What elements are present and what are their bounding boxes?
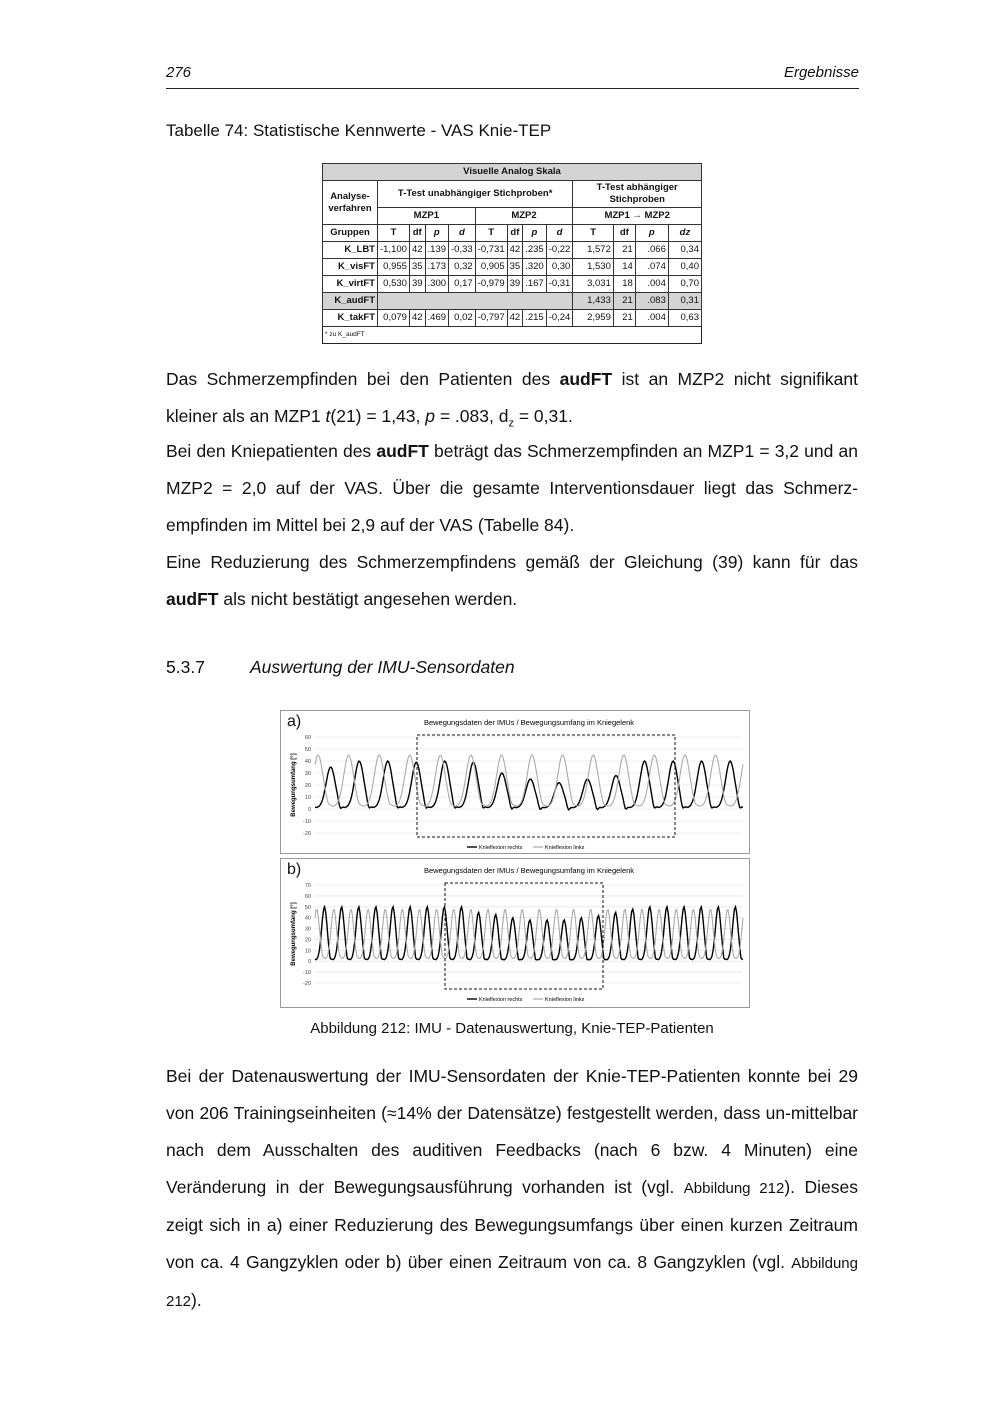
legend-label-right: Knieflexion rechts [479,845,523,851]
table-cell: 0,63 [668,310,701,327]
table-cell: 0,02 [449,310,476,327]
table-cell: -0,31 [546,276,573,293]
row-label: K_virtFT [323,276,378,293]
table-footnote: * zu K_audFT [325,331,365,338]
table-cell: .320 [523,259,547,276]
section-title: Auswertung der IMU-Sensordaten [250,657,515,677]
table-cell: 35 [507,259,523,276]
y-tick-label: 30 [304,771,311,777]
table-cell: .215 [523,310,547,327]
table-cell: 21 [613,310,635,327]
y-tick-label: 60 [304,893,311,900]
column-header: df [613,225,635,242]
mzp1-mzp2-header: MZP1 → MZP2 [573,208,702,225]
table-row [323,259,702,276]
page-header [166,60,859,89]
table-cell: 0,31 [668,293,701,310]
table-cell: 14 [613,259,635,276]
table-cell: .235 [523,242,547,259]
analysis-method-header: Analyse-verfahren [323,181,378,225]
y-tick-label: 0 [307,807,311,813]
table-cell: -1,100 [378,242,410,259]
table-cell: -0,22 [546,242,573,259]
table-cell: .139 [425,242,449,259]
table-cell: 39 [507,276,523,293]
y-tick-label: 40 [304,915,311,922]
table-cell: .469 [425,310,449,327]
highlight-box [445,883,603,989]
panel-label-b: b) [287,861,302,878]
table-cell: .074 [635,259,668,276]
table-cell: .004 [635,310,668,327]
table-cell: -0,33 [449,242,476,259]
legend-label-left: Knieflexion links [545,845,585,851]
chart-title: Bewegungsdaten der IMUs / Bewegungsumfang im Kniegelenk [423,866,635,875]
table-cell: 0,34 [668,242,701,259]
table-cell: .173 [425,259,449,276]
table-cell: .300 [425,276,449,293]
table-cell: 21 [613,242,635,259]
y-tick-label: 40 [304,759,311,765]
mzp2-header: MZP2 [475,208,573,225]
table-cell: 2,959 [573,310,614,327]
paragraph-4: Bei der Datenauswertung der IMU-Sensordaten der Knie-TEP-Patienten konnte bei 29 von 206 Trainingseinheiten (≈14% der Datensätze) festgestellt werden, dass un-mittelbar nach dem Ausschalten des auditiven Feedbacks (nach 6 bzw. 4 Minuten) eine Veränderung in der Bewegungsausführung vorhanden ist (vgl. Abbildung 212). Dieses zeigt sich in a) einer Reduzierung des Bewegungsumfangs über einen kurzen Zeitraum von ca. 4 Gangzyklen oder b) über einen Zeitraum von ca. 8 Gangzyklen (vgl. Abbildung 212). [166,1066,859,1310]
chart-b [281,859,749,1007]
column-header: df [409,225,425,242]
column-header: df [507,225,523,242]
y-tick-label: 10 [304,948,311,955]
table-cell: 1,572 [573,242,614,259]
table-cell: -0,24 [546,310,573,327]
panel-label-a: a) [287,713,302,730]
table-cell: .083 [635,293,668,310]
table-cell: .066 [635,242,668,259]
section-heading [166,657,515,678]
table-cell: 0,530 [378,276,410,293]
table-cell: 1,433 [573,293,614,310]
table-cell: 0,40 [668,259,701,276]
table-cell: -0,731 [475,242,507,259]
paragraph-2: Bei den Kniepatienten des audFT beträgt das Schmerzempfinden an MZP1 = 3,2 und an MZP2 = 2,0 auf der VAS. Über die gesamte Interventionsdauer liegt das Schmerz-empfinden im Mittel bei 2,9 auf der VAS (Tabelle 84). [166,441,858,535]
unpaired-ttest-header: T-Test unabhängiger Stichproben* [378,181,573,208]
y-tick-label: 20 [304,937,311,944]
table-title: Visuelle Analog Skala [323,164,702,181]
paragraph-1: Das Schmerzempfinden bei den Patienten des audFT ist an MZP2 nicht signifikant kleiner als an MZP1 t(21) = 1,43, p = .083, $d_z = 0,31$. [166,369,859,430]
table-cell: 35 [409,259,425,276]
column-header: T [378,225,410,242]
legend-label-right: Knieflexion rechts [479,997,523,1003]
y-tick-label: 0 [307,959,311,966]
y-axis-label: Bewegungsumfang [°] [291,753,297,817]
table-cell: -0,797 [475,310,507,327]
mzp1-header: MZP1 [378,208,476,225]
table-cell: .167 [523,276,547,293]
y-tick-label: -10 [303,819,311,825]
table-cell: 42 [409,310,425,327]
highlight-box [417,735,675,837]
y-tick-label: -20 [303,981,311,987]
table-cell: 42 [409,242,425,259]
y-tick-label: 60 [304,735,311,741]
row-label: K_audFT [323,293,378,310]
page-number: 276 [166,64,192,81]
table-cell: 0,955 [378,259,410,276]
table-cell: 0,905 [475,259,507,276]
column-header: d [546,225,573,242]
groups-header: Gruppen [323,225,378,242]
paragraph-3: Eine Reduzierung des Schmerzempfindens gemäß der Gleichung (39) kann für das audFT als nicht bestätigt angesehen werden. [166,552,858,609]
row-label: K_LBT [323,242,378,259]
table-cell: -0,979 [475,276,507,293]
table-cell: 0,30 [546,259,573,276]
table-cell: 21 [613,293,635,310]
empty-cell [378,293,573,310]
y-tick-label: 10 [304,795,311,801]
figure-panel-a [280,710,750,854]
y-tick-label: 50 [304,747,311,753]
column-header: dz [668,225,701,242]
y-tick-label: -20 [303,831,311,837]
column-header: d [449,225,476,242]
column-header: T [573,225,614,242]
table-row [323,310,702,327]
chart-a [281,711,749,853]
table-cell: 0,17 [449,276,476,293]
column-header: p [635,225,668,242]
table-row [323,276,702,293]
table-caption: Tabelle 74: Statistische Kennwerte - VAS Knie-TEP [166,121,552,140]
section-number: 5.3.7 [166,657,205,677]
column-header: p [523,225,547,242]
y-axis-label: Bewegungsumfang [°] [291,902,297,966]
table-cell: 42 [507,242,523,259]
figure-caption: Abbildung 212: IMU - Datenauswertung, Knie-TEP-Patienten [310,1020,714,1037]
y-tick-label: -10 [303,970,311,977]
table-cell: 0,32 [449,259,476,276]
row-label: K_takFT [323,310,378,327]
table-cell: 0,70 [668,276,701,293]
column-header: p [425,225,449,242]
chart-title: Bewegungsdaten der IMUs / Bewegungsumfang im Kniegelenk [423,718,635,727]
row-label: K_visFT [323,259,378,276]
table-cell: .004 [635,276,668,293]
column-header: T [475,225,507,242]
vas-statistics-table [322,163,702,344]
paired-ttest-header: T-Test abhängiger Stichproben [573,181,702,208]
table-cell: 0,079 [378,310,410,327]
y-tick-label: 50 [304,904,311,911]
running-section-title: Ergebnisse [783,64,859,81]
legend-label-left: Knieflexion links [545,997,585,1003]
y-tick-label: 20 [304,783,311,789]
figure-panel-b [280,858,750,1008]
table-cell: 42 [507,310,523,327]
y-tick-label: 30 [304,926,311,933]
table-cell: 1,530 [573,259,614,276]
table-cell: 3,031 [573,276,614,293]
y-tick-label: 70 [304,883,311,889]
table-cell: 18 [613,276,635,293]
table-cell: 39 [409,276,425,293]
table-row [323,242,702,259]
table-row [323,293,702,310]
